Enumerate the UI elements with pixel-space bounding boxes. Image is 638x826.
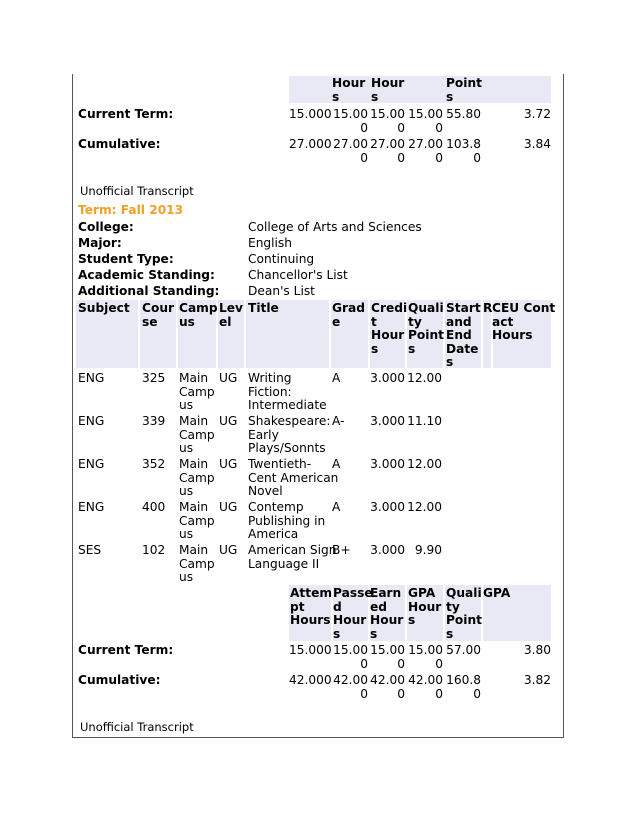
top-header-earned: Hour s <box>371 76 405 104</box>
top-row-current-attempt: 15.000 <box>289 107 332 121</box>
info-label-college: College: <box>78 220 134 234</box>
top-row-cumulative-attempt: 27.000 <box>289 137 332 151</box>
totals-current-quality: 57.00 <box>446 643 481 657</box>
course-subject: SES <box>78 543 102 557</box>
info-value-student-type: Continuing <box>248 252 315 266</box>
totals-header-attempt: Attem pt Hours <box>290 586 333 627</box>
course-campus: Main Camp us <box>179 500 215 541</box>
course-grade: A- <box>332 414 345 428</box>
col-header-dates: Start and End Date s <box>446 301 481 369</box>
col-header-ceu: CEU Cont act Hours <box>492 301 556 342</box>
course-credit: 3.000 <box>370 543 405 557</box>
col-header-campus: Camp us <box>179 301 218 329</box>
totals-header-earned: Earn ed Hour s <box>370 586 404 641</box>
info-label-academic-standing: Academic Standing: <box>78 268 215 282</box>
top-row-cumulative-earned: 27.00 0 <box>370 137 405 165</box>
top-row-current-gpa-hours: 15.00 0 <box>408 107 443 135</box>
course-number: 339 <box>142 414 166 428</box>
course-quality: 11.10 <box>407 414 442 428</box>
course-level: UG <box>219 457 238 471</box>
col-header-subject: Subject <box>78 301 130 315</box>
course-title: Shakespeare: Early Plays/Sonnts <box>248 414 331 455</box>
course-quality: 12.00 <box>407 371 442 385</box>
course-campus: Main Camp us <box>179 414 215 455</box>
top-row-current-passed: 15.00 0 <box>333 107 368 135</box>
course-level: UG <box>219 414 238 428</box>
totals-cumulative-quality: 160.8 0 <box>446 673 481 701</box>
top-row-cumulative-label: Cumulative: <box>78 137 161 151</box>
course-quality: 12.00 <box>407 457 442 471</box>
course-grade: B+ <box>332 543 351 557</box>
totals-header-gpa-hours: GPA Hour s <box>408 586 442 627</box>
info-value-college: College of Arts and Sciences <box>248 220 422 234</box>
course-campus: Main Camp us <box>179 457 215 498</box>
top-row-current-gpa: 3.72 <box>523 107 551 121</box>
course-number: 325 <box>142 371 166 385</box>
info-label-additional-standing: Additional Standing: <box>78 284 220 298</box>
totals-header-gpa: GPA <box>483 586 511 600</box>
course-title: American Sign Language II <box>248 543 337 571</box>
course-level: UG <box>219 500 238 514</box>
top-row-current-label: Current Term: <box>78 107 174 121</box>
course-campus: Main Camp us <box>179 543 215 584</box>
top-row-cumulative-passed: 27.00 0 <box>333 137 368 165</box>
course-subject: ENG <box>78 414 105 428</box>
top-header-quality: Point s <box>446 76 482 104</box>
col-header-course: Cour se <box>142 301 175 329</box>
totals-current-gpa-hours: 15.00 0 <box>408 643 443 671</box>
course-campus: Main Camp us <box>179 371 215 412</box>
course-grade: A <box>332 457 341 471</box>
col-header-r: R <box>483 301 493 315</box>
top-row-cumulative-gpa: 3.84 <box>523 137 551 151</box>
course-quality: 9.90 <box>414 543 442 557</box>
top-row-cumulative-gpa-hours: 27.00 0 <box>408 137 443 165</box>
top-row-cumulative-quality: 103.8 0 <box>446 137 481 165</box>
course-credit: 3.000 <box>370 371 405 385</box>
course-credit: 3.000 <box>370 457 405 471</box>
info-value-additional-standing: Dean's List <box>248 284 315 298</box>
totals-current-label: Current Term: <box>78 643 174 657</box>
term-heading: Term: Fall 2013 <box>78 203 184 217</box>
unofficial-transcript-label: Unofficial Transcript <box>80 184 194 198</box>
col-header-title: Title <box>248 301 279 315</box>
course-number: 102 <box>142 543 166 557</box>
col-header-quality: Quali ty Point s <box>408 301 444 356</box>
top-header-bg <box>289 76 551 103</box>
course-grade: A <box>332 500 341 514</box>
totals-cumulative-gpa-hours: 42.00 0 <box>408 673 443 701</box>
course-credit: 3.000 <box>370 414 405 428</box>
col-header-credit: Credi t Hour s <box>371 301 408 356</box>
totals-cumulative-attempt: 42.000 <box>289 673 332 687</box>
course-number: 400 <box>142 500 166 514</box>
course-quality: 12.00 <box>407 500 442 514</box>
totals-current-earned: 15.00 0 <box>370 643 405 671</box>
top-row-current-quality: 55.80 <box>446 107 481 121</box>
course-number: 352 <box>142 457 166 471</box>
totals-cumulative-gpa: 3.82 <box>523 673 551 687</box>
course-title: Twentieth- Cent American Novel <box>248 457 339 498</box>
top-row-current-earned: 15.00 0 <box>370 107 405 135</box>
col-header-grade: Grad e <box>332 301 365 329</box>
course-subject: ENG <box>78 371 105 385</box>
top-header-passed: Hour s <box>332 76 366 104</box>
totals-current-passed: 15.00 0 <box>333 643 368 671</box>
info-value-academic-standing: Chancellor's List <box>248 268 348 282</box>
totals-header-passed: Passe d Hour s <box>333 586 373 641</box>
course-subject: ENG <box>78 500 105 514</box>
course-level: UG <box>219 543 238 557</box>
totals-current-gpa: 3.80 <box>523 643 551 657</box>
course-credit: 3.000 <box>370 500 405 514</box>
course-subject: ENG <box>78 457 105 471</box>
totals-header-quality: Quali ty Point s <box>446 586 482 641</box>
totals-cumulative-passed: 42.00 0 <box>333 673 368 701</box>
course-title: Writing Fiction: Intermediate <box>248 371 327 412</box>
unofficial-transcript-label-bottom: Unofficial Transcript <box>80 720 194 734</box>
course-title: Contemp Publishing in America <box>248 500 326 541</box>
col-header-level: Lev el <box>219 301 243 329</box>
info-value-major: English <box>248 236 293 250</box>
course-grade: A <box>332 371 341 385</box>
course-level: UG <box>219 371 238 385</box>
totals-cumulative-earned: 42.00 0 <box>370 673 405 701</box>
info-label-student-type: Student Type: <box>78 252 174 266</box>
totals-current-attempt: 15.000 <box>289 643 332 657</box>
totals-cumulative-label: Cumulative: <box>78 673 161 687</box>
info-label-major: Major: <box>78 236 122 250</box>
